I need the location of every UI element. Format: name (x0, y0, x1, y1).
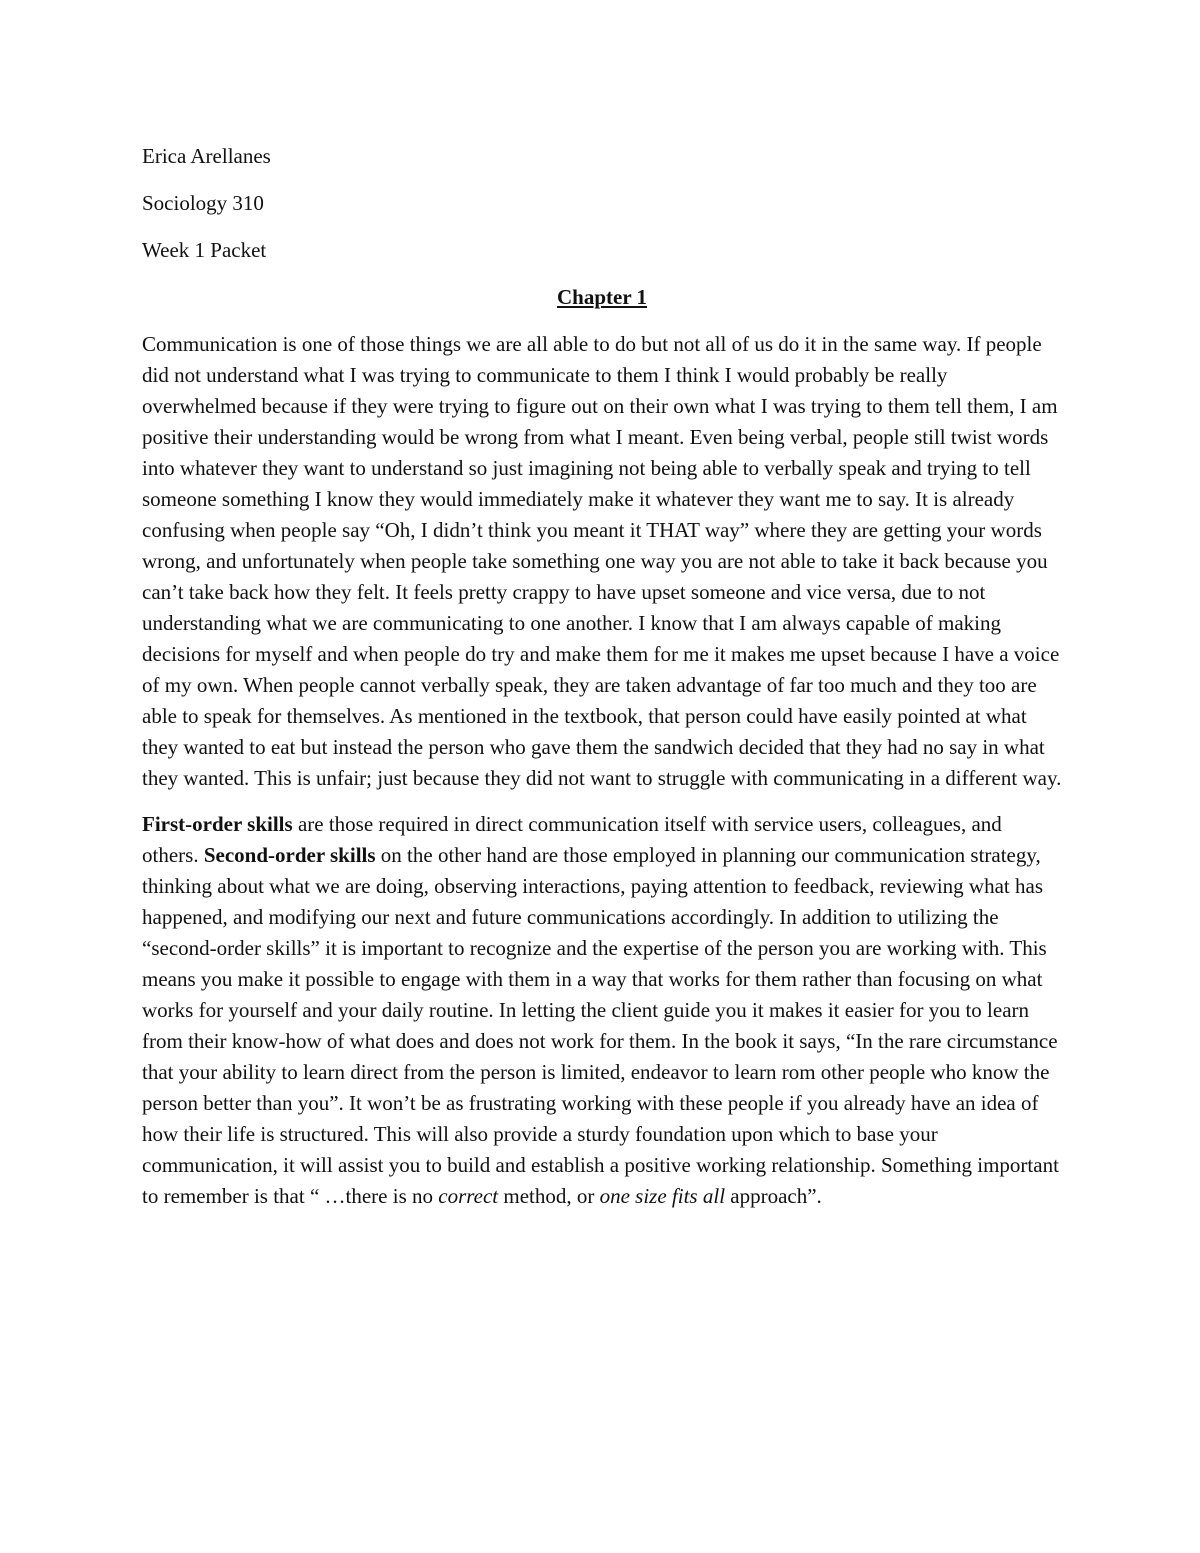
course-name: Sociology 310 (142, 191, 264, 215)
emphasis-one-size-fits-all: one size fits all (599, 1184, 726, 1208)
paragraph-skills (142, 809, 1062, 1212)
paragraph-skills-segment-2: on the other hand are those employed in planning our communication strategy, thinking about what we are doing, observing interactions, paying attention to feedback, reviewing what has happened, and modifying our next and future communications accordingly. In addition to utilizing the “second-order skills” it is important to recognize and the expertise of the person you are working with. This means you make it possible to engage with them in a way that works for them rather than focusing on what works for yourself and your daily routine. In letting the client guide you it makes it easier for you to learn from their know-how of what does and does not work for them. In the book it says, “In the rare circumstance that your ability to learn direct from the person is limited, endeavor to learn rom other people who know the person better than you”. It won’t be as frustrating working with these people if you already have an idea of how their life is structured. This will also provide a sturdy foundation upon which to base your communication, it will assist you to build and establish a positive working relationship. Something important to remember is that “ …there is no (142, 843, 1059, 1208)
paragraph-skills-segment-4: approach”. (725, 1184, 822, 1208)
term-first-order-skills: First-order skills (142, 812, 293, 836)
paragraph-communication: Communication is one of those things we are all able to do but not all of us do it in the same way. If people did not understand what I was trying to communicate to them I think I would probably be really overwhelmed because if they were trying to figure out on their own what I was trying to them tell them, I am positive their understanding would be wrong from what I meant. Even being verbal, people still twist words into whatever they want to understand so just imagining not being able to verbally speak and trying to tell someone something I know they would immediately make it whatever they want me to say. It is already confusing when people say “Oh, I didn’t think you meant it THAT way” where they are getting your words wrong, and unfortunately when people take something one way you are not able to take it back because you can’t take back how they felt. It feels pretty crappy to have upset someone and vice versa, due to not understanding what we are communicating to one another. I know that I am always capable of making decisions for myself and when people do try and make them for me it makes me upset because I have a voice of my own. When people cannot verbally speak, they are taken advantage of far too much and they too are able to speak for themselves. As mentioned in the textbook, that person could have easily pointed at what they wanted to eat but instead the person who gave them the sandwich decided that they had no say in what they wanted. This is unfair; just because they did not want to struggle with communicating in a different way. (142, 332, 1062, 790)
assignment-title: Week 1 Packet (142, 238, 267, 262)
paragraph-skills-segment-3: method, or (498, 1184, 600, 1208)
paragraph-skills-segment-1: are those required in direct communication itself with service users, colleagues, and others. (142, 812, 1002, 867)
author-name: Erica Arellanes (142, 144, 271, 168)
term-second-order-skills: Second-order skills (203, 843, 376, 867)
chapter-heading: Chapter 1 (556, 285, 648, 309)
emphasis-correct: correct (438, 1184, 499, 1208)
document-body (142, 141, 1062, 1227)
